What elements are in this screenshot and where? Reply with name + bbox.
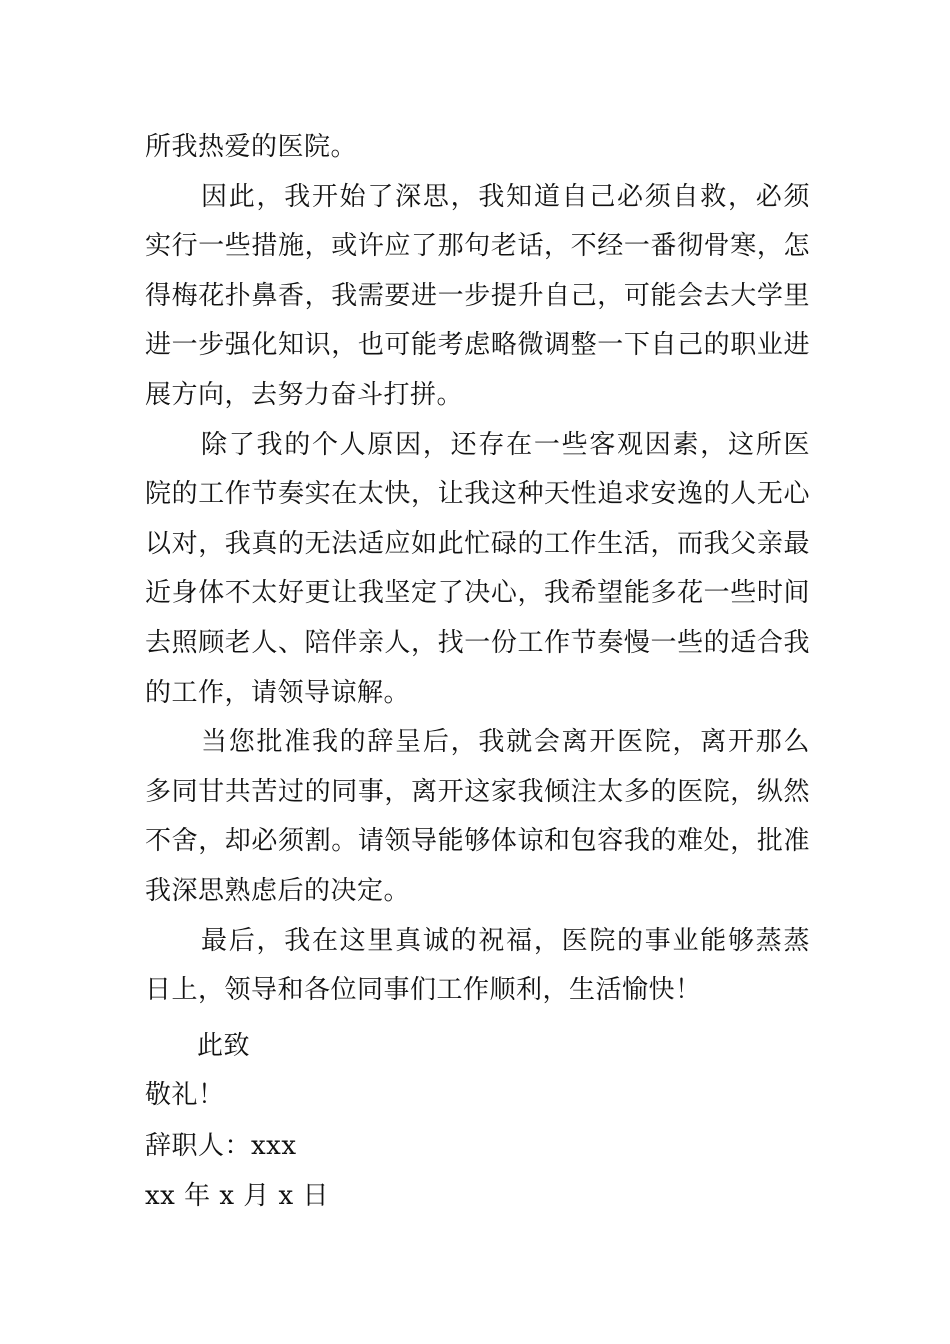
letter-body	[145, 123, 810, 1016]
closing-respect: 敬礼！	[145, 1080, 225, 1110]
date-line: xx 年 x 月 x 日	[145, 1181, 329, 1211]
signer-line: 辞职人：xxx	[145, 1131, 297, 1161]
closing-salutation: 此致	[197, 1031, 251, 1061]
paragraph-continuation: 所我热爱的医院。	[145, 132, 358, 162]
paragraph-blessing: 最后，我在这里真诚的祝福，医院的事业能够蒸蒸日上，领导和各位同事们工作顺利，生活愉快！	[145, 925, 810, 1006]
paragraph-departure: 当您批准我的辞呈后，我就会离开医院，离开那么多同甘共苦过的同事，离开这家我倾注太多的医院，纵然不舍，却必须割。请领导能够体谅和包容我的难处，批准我深思熟虑后的决定。	[145, 727, 810, 906]
paragraph-objective-reasons: 除了我的个人原因，还存在一些客观因素，这所医院的工作节奏实在太快，让我这种天性追求安逸的人无心以对，我真的无法适应如此忙碌的工作生活，而我父亲最近身体不太好更让我坚定了决心，我希望能多花一些时间去照顾老人、陪伴亲人，找一份工作节奏慢一些的适合我的工作，请领导谅解。	[145, 429, 810, 708]
paragraph-reflection: 因此，我开始了深思，我知道自己必须自救，必须实行一些措施，或许应了那句老话，不经一番彻骨寒，怎得梅花扑鼻香，我需要进一步提升自己，可能会去大学里进一步强化知识，也可能考虑略微调整一下自己的职业进展方向，去努力奋斗打拼。	[145, 181, 810, 410]
